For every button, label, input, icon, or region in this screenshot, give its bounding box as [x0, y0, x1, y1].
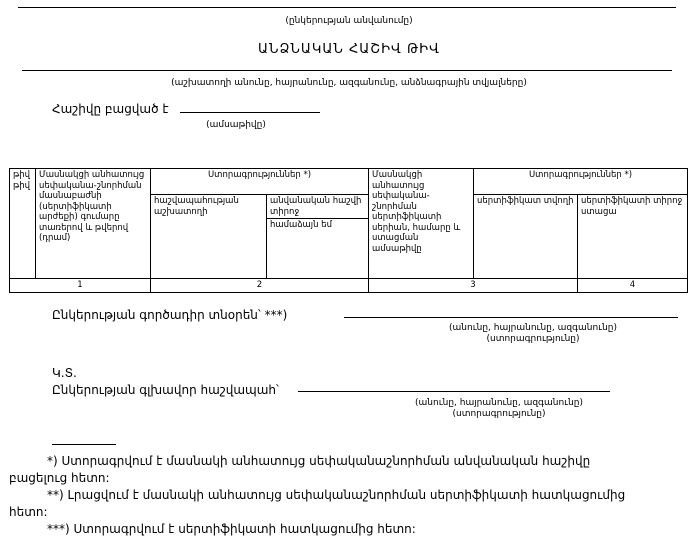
footnote-2 — [9, 487, 689, 521]
owner-signature-cell: անվանական հաշվի տիրոջ — [267, 195, 369, 219]
accountant-signature-line — [298, 391, 610, 392]
footnote-1 — [9, 453, 689, 487]
agree-cell: համաձայն եմ — [267, 219, 369, 279]
column-number: 4 — [578, 279, 688, 293]
certificate-column-header: Մասնակցի անհատույց սեփականա-շնորհման սերտիֆիկատի սերիան, համարը և ստացման ամսաթիվը — [369, 169, 474, 279]
signatures-header: Ստորագրություններ *) — [151, 169, 369, 195]
column-number: 1 — [10, 279, 151, 293]
director-label: Ընկերության գործադիր տնօրեն՝ ***) — [52, 308, 288, 322]
employee-signature-cell: հաշվապահության աշխատողի — [151, 195, 267, 279]
document-title: ԱՆՁՆԱԿԱՆ ՀԱՇԻՎ ԹԻՎ — [258, 42, 440, 57]
column-number: 2 — [151, 279, 369, 293]
director-caption-name: (անունը, հայրանունը, ազգանունը) — [449, 323, 617, 333]
opened-date-line — [180, 112, 320, 113]
shares-column-header: Մասնակցի անհատույց սեփականա-շնորհման մասնաբաժնի (սերտիֆիկատի արժեքի) գումարը տառերով և թվերով (դրամ) — [36, 169, 151, 279]
footnote-2-line-1: **) Լրացվում է մասնակի անհատույց սեփականաշնորհման սերտիֆիկատի հատկացումից — [47, 488, 626, 502]
accountant-caption-signature: (ստորագրությունը) — [452, 409, 546, 419]
footnote-2-line-2: հետո: — [9, 505, 48, 519]
party-caption: (ընկերության անվանումը) — [285, 16, 413, 26]
employee-rule — [22, 70, 672, 71]
director-signature-line — [344, 317, 678, 318]
top-rule — [18, 7, 676, 8]
footnote-3: ***) Ստորագրվում է սերտիֆիկատի հատկացումից հետո: — [47, 522, 416, 536]
column-number: 3 — [369, 279, 578, 293]
account-opened-label: Հաշիվը բացված է — [52, 102, 169, 116]
accountant-caption-name: (անունը, հայրանունը, ազգանունը) — [415, 398, 583, 408]
signatures-header-2: Ստորագրություններ *) — [474, 169, 688, 195]
account-table — [9, 168, 688, 293]
footnote-separator — [52, 444, 116, 445]
chief-accountant-label: Ընկերության գլխավոր հաշվապահ՝ — [52, 383, 279, 397]
date-caption: (ամսաթիվը) — [206, 120, 266, 130]
number-column-header: թիվ թիվ — [10, 169, 36, 279]
issuer-signature-cell: սերտիֆիկատ տվողի — [474, 195, 578, 279]
cert-owner-signature-cell: սերտիֆիկատի տիրոջ ստացա — [578, 195, 688, 279]
employee-caption: (աշխատողի անունը, հայրանունը, ազգանունը, անձնագրային տվյալները) — [171, 78, 527, 88]
footnote-1-line-1: *) Ստորագրվում է մասնակի անհատույց սեփականաշնորհման անվանական հաշիվը — [47, 454, 591, 468]
seal-mark: Կ.Տ. — [52, 366, 77, 380]
director-caption-signature: (ստորագրությունը) — [486, 334, 580, 344]
footnote-1-line-2: բացելուց հետո: — [9, 471, 110, 485]
